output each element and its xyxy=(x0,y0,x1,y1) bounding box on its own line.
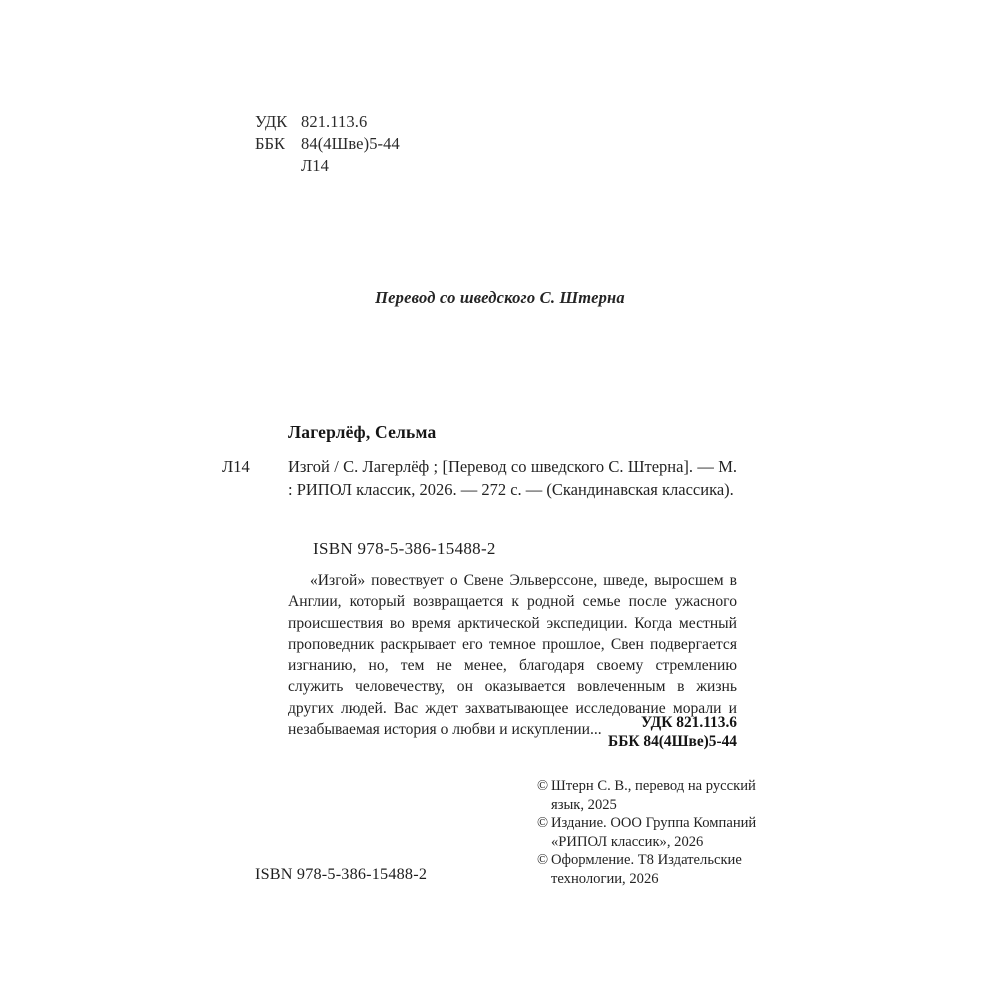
record-sigla: Л14 xyxy=(222,457,250,476)
isbn-primary: ISBN 978-5-386-15488-2 xyxy=(313,539,496,558)
author-name: Лагерлёф, Сельма xyxy=(288,422,437,442)
bbk-code-bold: ББК 84(4Шве)5-44 xyxy=(608,733,737,750)
udk-label: УДК xyxy=(255,112,288,131)
classification-block xyxy=(255,111,400,177)
classification-row-udk xyxy=(255,111,400,133)
copyright-text: Оформление. Т8 Издательские технологии, 2026 xyxy=(551,852,742,887)
copyright-block xyxy=(537,777,767,889)
copyright-entry xyxy=(537,814,767,851)
description-text: Изгой / С. Лагерлёф ; [Перевод со шведского С. Штерна]. — М. : РИПОЛ классик, 2026. — 272 с. — (Скандинавская классика). xyxy=(288,457,737,499)
copyright-icon: © xyxy=(537,815,549,832)
codes-right-block xyxy=(608,713,737,751)
copyright-entry xyxy=(537,777,767,814)
bbk-label: ББК xyxy=(255,134,285,153)
udk-value: 821.113.6 xyxy=(301,112,368,131)
bibliographic-record xyxy=(222,422,737,501)
classification-row-bbk xyxy=(255,133,400,155)
copyright-icon: © xyxy=(537,778,549,794)
copyright-icon: © xyxy=(537,852,549,869)
sigla-value: Л14 xyxy=(301,156,329,175)
copyright-text: Штерн С. В., перевод на русский язык, 2025 xyxy=(551,778,756,813)
bbk-value: 84(4Шве)5-44 xyxy=(301,134,400,153)
classification-row-sigla xyxy=(255,155,400,177)
isbn-secondary: ISBN 978-5-386-15488-2 xyxy=(255,865,428,883)
copyright-entry xyxy=(537,851,767,888)
copyright-text: Издание. ООО Группа Компаний «РИПОЛ классик», 2026 xyxy=(551,815,757,850)
udk-code-bold: УДК 821.113.6 xyxy=(640,714,737,731)
translator-credit: Перевод со шведского С. Штерна xyxy=(375,288,625,307)
bibliographic-description xyxy=(222,455,737,501)
annotation-paragraph: «Изгой» повествует о Свене Эльверссоне, шведе, выросшем в Англии, который возвращается к родной семье после ужасного происшествия во время арктической экспедиции. Когда местный проповедник раскрывает его темное прошлое, Свен подвергается изгнанию, но, тем не менее, благодаря своему стремлению служить человечеству, он оказывается вовлеченным в жизнь других людей. Вас ждет захватывающее исследование морали и незабываемая история о любви и искуплении... xyxy=(288,572,737,739)
